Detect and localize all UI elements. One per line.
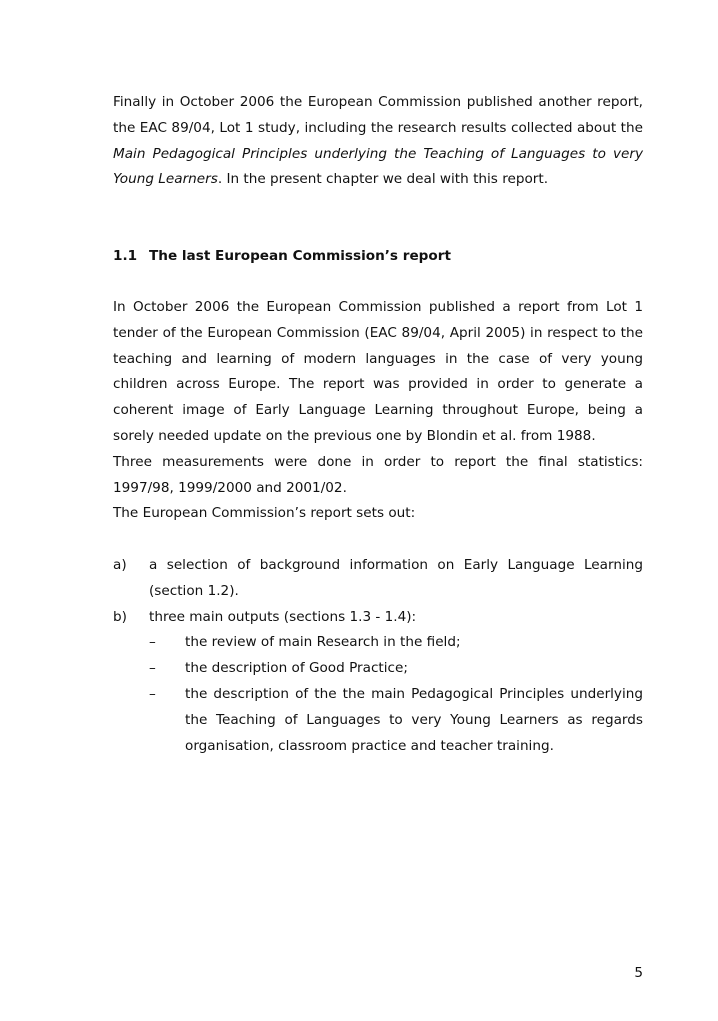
section-title: The last European Commission’s report (149, 248, 451, 265)
intro-paragraph (113, 90, 643, 193)
page-number: 5 (634, 965, 643, 981)
section-heading (113, 244, 643, 270)
document-page (113, 90, 643, 759)
intro-text-start: Finally in October 2006 the European Commission published another report, the EAC 89/04, Lot 1 study, including the research results collected about the (113, 94, 643, 136)
dash-marker: – (149, 685, 156, 702)
sublist-item-2 (149, 656, 643, 682)
section-number: 1.1 (113, 248, 138, 265)
list-label-a: a) (113, 556, 127, 573)
list-item-b (113, 605, 643, 631)
study-title-italic: Main Pedagogical Principles underlying the Teaching of Languages to very Young Learners (113, 145, 643, 188)
list-text-a: a selection of background information on Early Language Learning (section 1.2). (149, 556, 643, 599)
list-item-a (113, 553, 643, 605)
intro-text-end: . In the present chapter we deal with this report. (217, 171, 549, 188)
list-label-b: b) (113, 608, 127, 625)
body-paragraph-2: Three measurements were done in order to report the final statistics: 1997/98, 1999/2000 and 2001/02. (113, 453, 643, 496)
body-paragraph-1: In October 2006 the European Commission published a report from Lot 1 tender of the European Commission (EAC 89/04, April 2005) in respect to the teaching and learning of modern languages in the case of very young children across Europe. The report was provided in order to generate a coherent image of Early Language Learning throughout Europe, being a sorely needed update on the previous one by Blondin et al. from 1988. (113, 298, 643, 444)
dash-marker: – (149, 634, 156, 651)
sublist-item-1 (149, 630, 643, 656)
sublist-text-1: the review of main Research in the field; (185, 634, 461, 651)
spacer (113, 527, 643, 553)
dash-marker: – (149, 660, 156, 677)
list-text-b: three main outputs (sections 1.3 - 1.4): (149, 608, 417, 625)
sublist-text-2: the description of Good Practice; (185, 660, 408, 677)
body-paragraph-3: The European Commission’s report sets out: (113, 505, 416, 522)
sublist-text-3: the description of the the main Pedagogical Principles underlying the Teaching of Languages to very Young Learners as regards organisation, classroom practice and teacher training. (185, 685, 643, 754)
sublist-item-3 (149, 682, 643, 759)
